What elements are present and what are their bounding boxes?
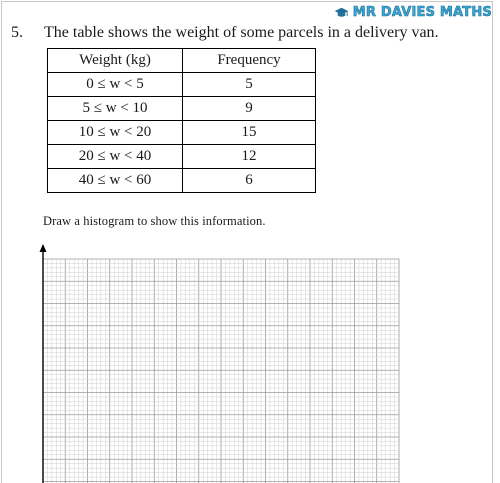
weight-cell: 20 ≤ w < 40	[48, 145, 183, 169]
header-weight: Weight (kg)	[48, 49, 183, 73]
question-number: 5.	[11, 24, 23, 41]
question-text: The table shows the weight of some parcels in a delivery van.	[44, 24, 439, 41]
weight-cell: 40 ≤ w < 60	[48, 169, 183, 193]
weight-cell: 0 ≤ w < 5	[48, 73, 183, 97]
frequency-cell: 15	[183, 121, 316, 145]
frequency-cell: 5	[183, 73, 316, 97]
instruction-text: Draw a histogram to show this information.	[43, 214, 266, 228]
header-frequency: Frequency	[183, 49, 316, 73]
frequency-cell: 9	[183, 97, 316, 121]
frequency-cell: 6	[183, 169, 316, 193]
weight-cell: 5 ≤ w < 10	[48, 97, 183, 121]
weight-cell: 10 ≤ w < 20	[48, 121, 183, 145]
y-axis-arrow-icon	[40, 244, 47, 252]
frequency-cell: 12	[183, 145, 316, 169]
brand-name: MR DAVIES MATHS	[352, 5, 492, 20]
